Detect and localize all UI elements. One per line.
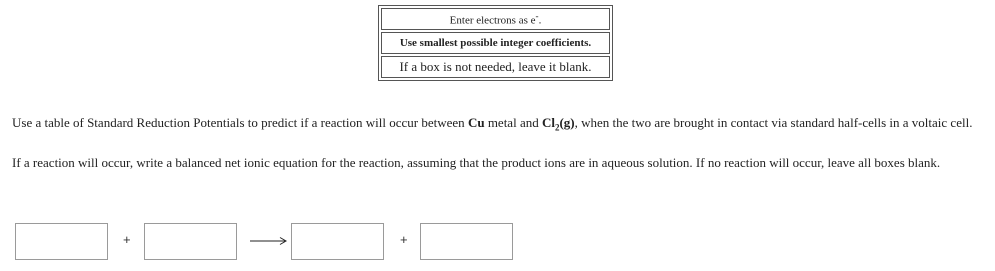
plus-sign-products: + (400, 232, 408, 247)
instruction-electrons-period: . (538, 14, 542, 27)
question-text (12, 114, 977, 171)
question-paragraph-1 (12, 114, 977, 137)
question-p1-start: Use a table of Standard Reduction Potentials to predict if a reaction will occur between (12, 115, 468, 130)
electron-superscript: - (535, 11, 539, 22)
question-p1-end: , when the two are brought in contact via standard half-cells in a voltaic cell. (574, 115, 973, 130)
chlorine-symbol: Cl (541, 115, 555, 130)
copper-metal: Cu (467, 115, 485, 130)
instruction-blank-box: If a box is not needed, leave it blank. (381, 56, 610, 78)
reactant-2-input[interactable] (144, 223, 237, 260)
instructions-box (378, 5, 613, 81)
question-paragraph-2: If a reaction will occur, write a balanced net ionic equation for the reaction, assuming that the product ions are in aqueous solution. If no reaction will occur, leave all boxes blank. (12, 154, 941, 170)
product-2-input[interactable] (420, 223, 513, 260)
plus-sign-reactants: + (123, 232, 131, 247)
chlorine-gas (541, 115, 575, 133)
product-1-input[interactable] (291, 223, 384, 260)
chlorine-state: (g) (559, 115, 575, 130)
reaction-arrow-icon (250, 236, 288, 246)
reactant-1-input[interactable] (15, 223, 108, 260)
instruction-electrons (381, 8, 610, 30)
instruction-electrons-text: Enter electrons as e (449, 14, 536, 27)
chlorine-subscript: 2 (554, 122, 560, 133)
question-p1-middle: metal and (484, 115, 542, 130)
instruction-coefficients: Use smallest possible integer coefficients. (381, 32, 610, 54)
